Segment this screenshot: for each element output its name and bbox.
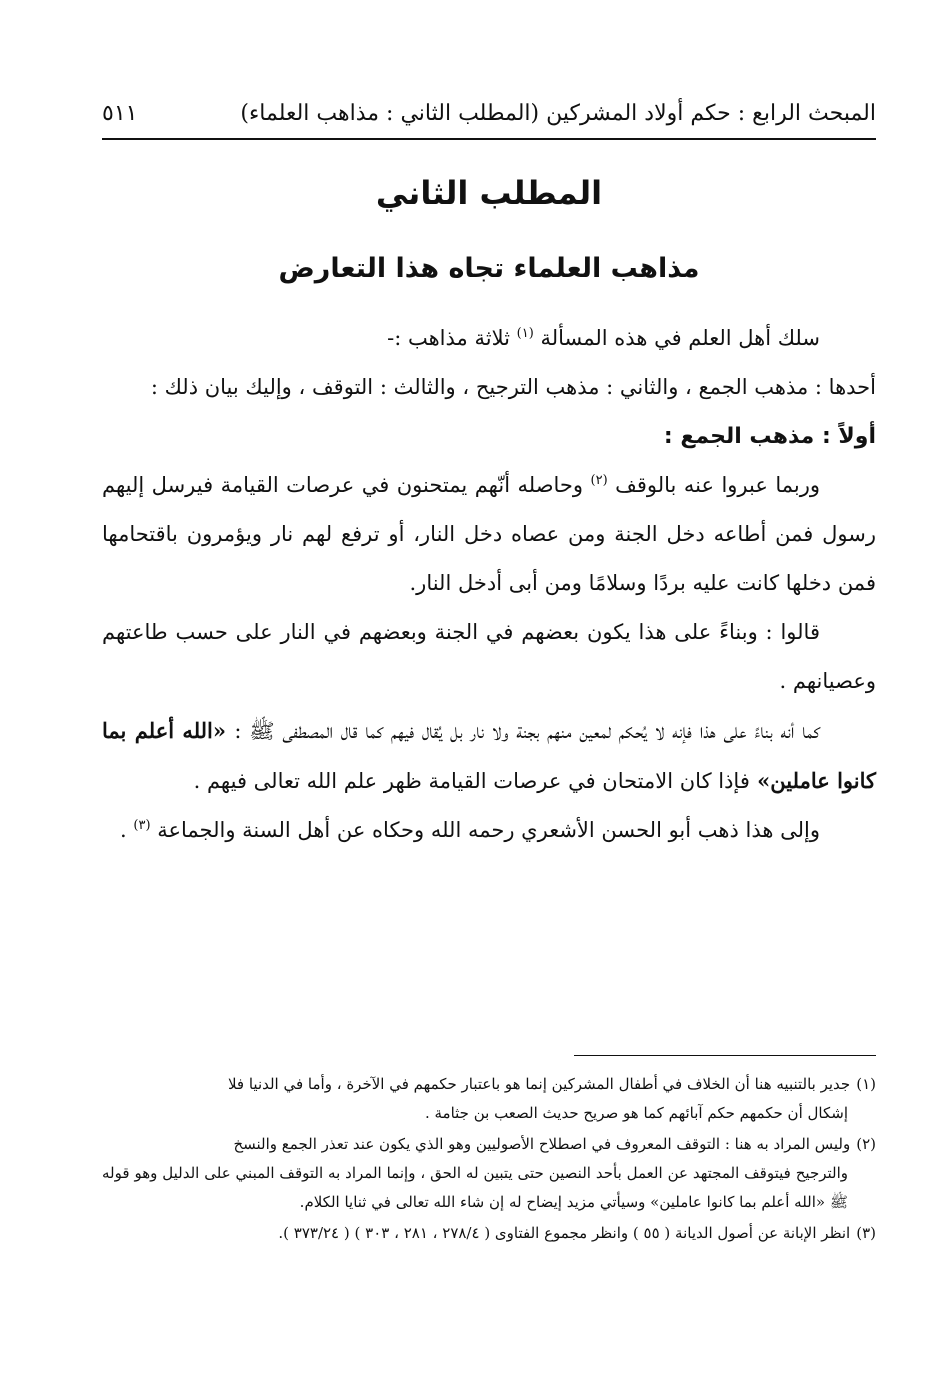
paragraph [102, 806, 876, 855]
paragraph: قالوا : وبناءً على هذا يكون بعضهم في الجنة وبعضهم في النار على حسب طاعتهم وعصيانهم . [102, 620, 876, 693]
footnote-number: (٢) [856, 1135, 876, 1153]
paragraph [102, 412, 876, 461]
footnote [102, 1070, 876, 1128]
text-run: ثلاثة مذاهب :- [387, 326, 517, 350]
footnotes [102, 1070, 876, 1250]
footnote-number: (٣) [856, 1224, 876, 1242]
text-run: وحاصله أنّهم يمتحنون في عرصات القيامة فيرسل إليهم رسول فمن أطاعه دخل الجنة ومن عصاه دخل النار، أو ترفع لهم نار ويؤمرون باقتحامها فمن دخلها كانت عليه بردًا وسلامًا ومن أبى أدخل النار. [102, 473, 876, 595]
footnote-rule [574, 1055, 876, 1056]
text-run: . [120, 818, 134, 842]
footnote [102, 1219, 876, 1248]
subsection-heading: أولاً : مذهب الجمع : [663, 424, 876, 449]
text-run: سلك أهل العلم في هذه المسألة [540, 326, 820, 350]
hadith-quote: «الله أعلم بما كانوا عاملين» [102, 718, 876, 793]
body-text [102, 314, 876, 855]
paragraph [102, 314, 876, 363]
running-head-title: المبحث الرابع : حكم أولاد المشركين (المطلب الثاني : مذاهب العلماء) [240, 101, 876, 126]
footnote-ref[interactable]: (٢) [590, 473, 608, 488]
footnote-ref[interactable]: (٣) [133, 818, 151, 833]
footnote [102, 1130, 876, 1217]
text-run: كما أنه بناءً على هذا فإنه لا يُحكم لمعين منهم بجنة ولا نار بل يُقال فيهم كما قال المصطفى ﷺ : [234, 719, 821, 743]
text-run: وربما عبروا عنه بالوقف [615, 473, 820, 497]
section-heading: المطلب الثاني [375, 174, 603, 212]
footnote-text: إشكال أن حكمهم حكم آبائهم كما هو صريح حديث الصعب بن جثامة . [424, 1104, 848, 1122]
footnote-number: (١) [856, 1075, 876, 1093]
paragraph [102, 706, 876, 806]
header-rule [102, 138, 876, 140]
running-head [102, 96, 876, 132]
footnote-text: جدير بالتنبيه هنا أن الخلاف في أطفال المشركين إنما هو باعتبار حكمهم في الآخرة ، وأما في الدنيا فلا [227, 1075, 851, 1093]
footnote-text: والترجيح فيتوقف المجتهد عن العمل بأحد النصين حتى يتبين له الحق ، وإنما المراد به التوقف المبني على الدليل وهو قوله ﷺ «الله أعلم بما كانوا عاملين» وسيأتي مزيد إيضاح له إن شاء الله تعالى في ثنايا الكلام. [102, 1164, 848, 1211]
paragraph: أحدها : مذهب الجمع ، والثاني : مذهب الترجيح ، والثالث : التوقف ، وإليك بيان ذلك : [150, 375, 876, 399]
text-run: وإلى هذا ذهب أبو الحسن الأشعري رحمه الله وحكاه عن أهل السنة والجماعة [157, 818, 820, 842]
page-number: ٥١١ [102, 101, 138, 126]
footnote-text: وليس المراد به هنا : التوقف المعروف في اصطلاح الأصوليين وهو الذي يكون عند تعذر الجمع والنسخ [233, 1135, 851, 1153]
text-run: فإذا كان الامتحان في عرصات القيامة ظهر علم الله تعالى فيهم . [193, 769, 750, 793]
footnote-text: انظر الإبانة عن أصول الديانة ( ٥٥ ) وانظر مجموع الفتاوى ( ٢٧٨/٤ ، ٢٨١ ، ٣٠٣ ) ( ٣٧٣/٢٤ ). [278, 1224, 851, 1242]
footnote-ref[interactable]: (١) [516, 326, 534, 341]
paragraph [102, 461, 876, 608]
section-subheading: مذاهب العلماء تجاه هذا التعارض [278, 253, 700, 284]
